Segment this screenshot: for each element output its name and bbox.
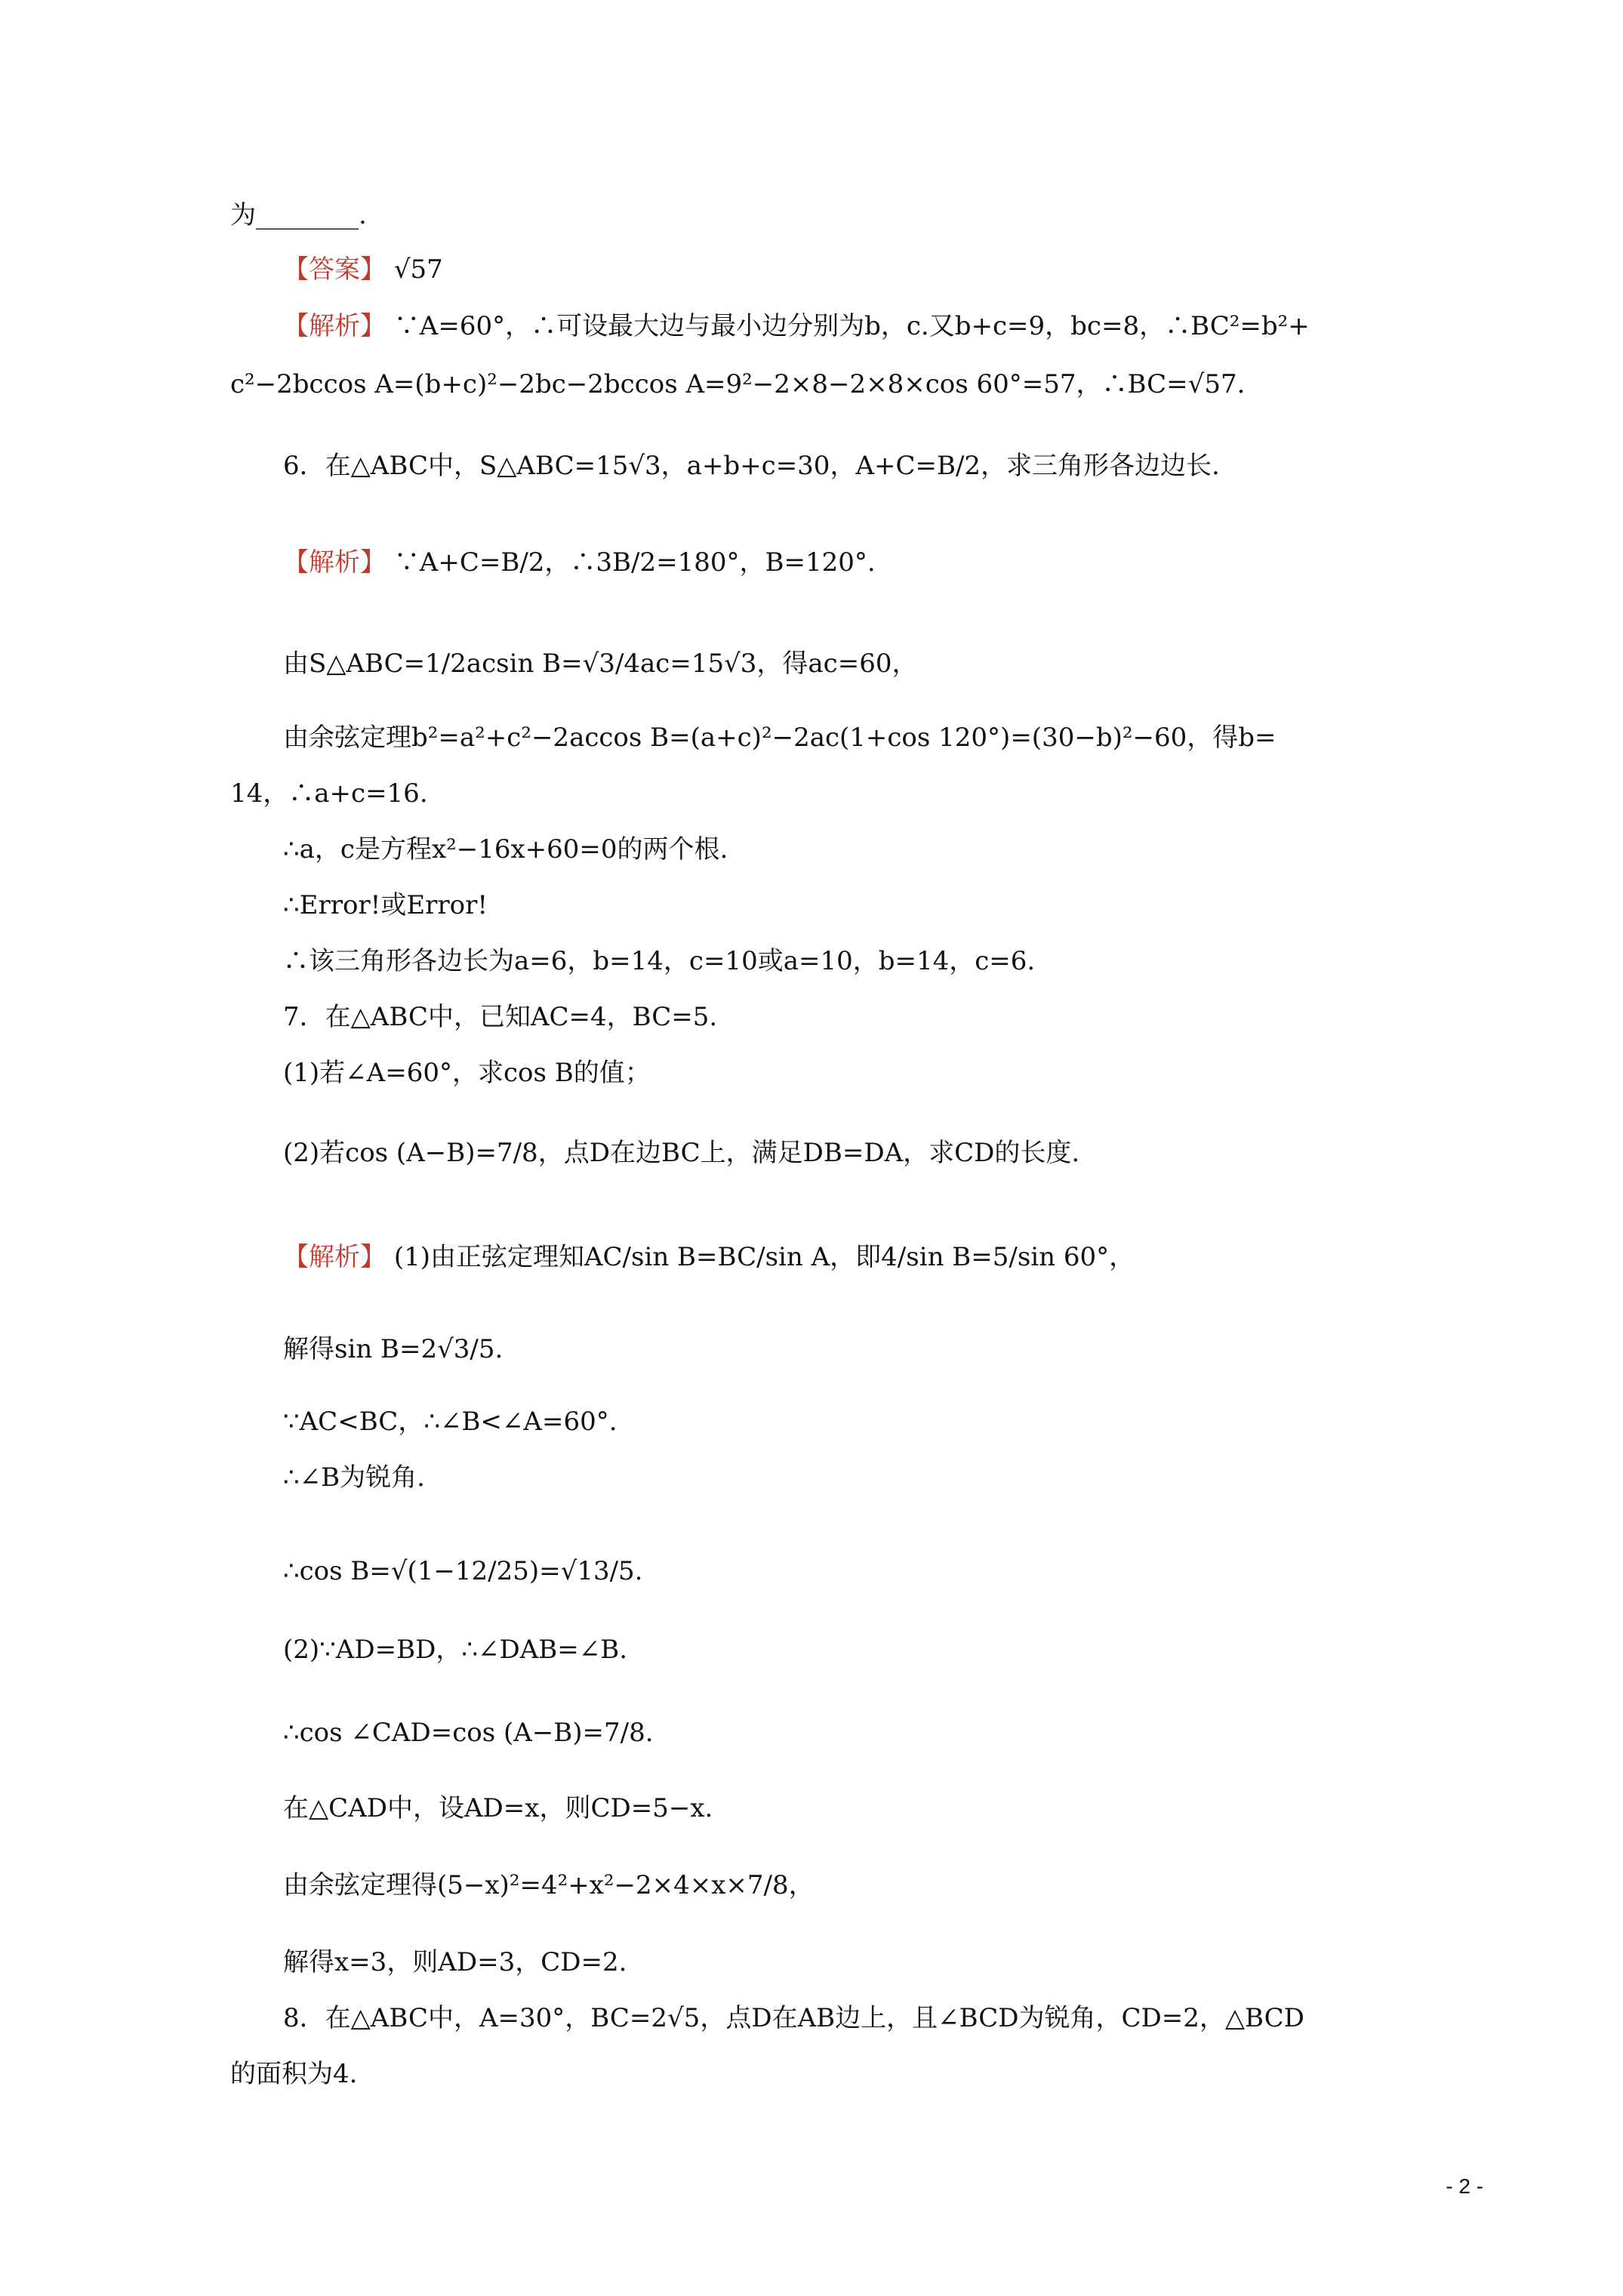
analysis-tag: 【解析】: [283, 547, 386, 578]
text-line-21: [283, 1720, 654, 1746]
text-line-26: [230, 2061, 357, 2087]
text-line-17: [283, 1409, 617, 1435]
line-text: 由余弦定理得(5−x)²=4²+x²−2×4×x×7/8，: [283, 1870, 815, 1900]
text-line-22: [283, 1795, 713, 1821]
line-text: ∴cos B=√(1−12/25)=√13/5.: [283, 1556, 643, 1586]
line-text: 的面积为4.: [230, 2059, 358, 2089]
text-line-24: [283, 1949, 627, 1975]
line-text: (1)由正弦定理知AC/sin B=BC/sin A，即4/sin B=5/sin 60°，: [393, 1242, 1135, 1272]
question-7-part-2: [283, 1140, 1079, 1166]
line-text: ∴∠B为锐角.: [283, 1462, 425, 1493]
line-text: ∵AC<BC，∴∠B<∠A=60°.: [283, 1407, 617, 1437]
text-line-8: [230, 778, 428, 809]
line-text: ∴该三角形各边长为a=6，b=14，c=10或a=10，b=14，c=6.: [283, 946, 1036, 976]
line-text: (1)若∠A=60°，求cos B的值；: [283, 1058, 651, 1088]
line-text: 14，∴a+c=16.: [230, 778, 428, 809]
line-text: ∴cos ∠CAD=cos (A−B)=7/8.: [283, 1718, 654, 1748]
text-line-7: [283, 723, 1277, 753]
line-text: 7．在△ABC中，已知AC=4，BC=5.: [283, 1002, 718, 1032]
text-line-11: [283, 948, 1035, 974]
line-text: ∵A=60°，∴可设最大边与最小边分别为b，c.又b+c=9，bc=8，∴BC²=b²+: [393, 311, 1310, 341]
analysis-tag: 【解析】: [283, 1242, 386, 1272]
question-8: [283, 2005, 1304, 2031]
text-line-0: [230, 202, 367, 228]
text-line-16: [283, 1336, 503, 1362]
text-line-3: [230, 371, 1245, 397]
line-text: ∴Error!或Error!: [283, 890, 488, 920]
text-line-20: [283, 1637, 627, 1663]
line-text: 8．在△ABC中，A=30°，BC=2√5，点D在AB边上，且∠BCD为锐角，CD=2，△BCD: [283, 2003, 1304, 2033]
answer-tag: 【答案】: [283, 254, 386, 285]
answer-line: [283, 254, 443, 285]
line-text: ∵A+C=B/2，∴3B/2=180°，B=120°.: [393, 547, 876, 578]
line-text: 解得sin B=2√3/5.: [283, 1334, 504, 1364]
analysis-tag: 【解析】: [283, 311, 386, 341]
line-text: 在△CAD中，设AD=x，则CD=5−x.: [283, 1793, 713, 1823]
line-text: 由余弦定理b²=a²+c²−2accos B=(a+c)²−2ac(1+cos 120°)=(30−b)²−60，得b=: [283, 723, 1277, 753]
line-text: 6．在△ABC中，S△ABC=15√3，a+b+c=30，A+C=B/2，求三角形各边边长.: [283, 451, 1220, 481]
question-6: [283, 453, 1220, 479]
answer-value: √57: [393, 254, 443, 285]
page-number: - 2 -: [1446, 2174, 1483, 2198]
text-line-6: [283, 649, 918, 679]
analysis-line-1: [283, 313, 1310, 339]
text-line-19: [283, 1558, 642, 1584]
line-text: 由S△ABC=1/2acsin B=√3/4ac=15√3，得ac=60，: [283, 649, 918, 679]
line-text: (2)∵AD=BD，∴∠DAB=∠B.: [283, 1635, 628, 1665]
text-line-9: [283, 834, 728, 864]
line-text: c²−2bccos A=(b+c)²−2bc−2bccos A=9²−2×8−2×8×cos 60°=57，∴BC=√57.: [230, 369, 1246, 399]
text-line-18: [283, 1462, 425, 1493]
question-7-part-1: [283, 1060, 651, 1086]
analysis-line-7: [283, 1244, 1135, 1270]
text-line-10: [283, 892, 488, 918]
analysis-line-6: [283, 547, 876, 578]
line-text: ∴a，c是方程x²−16x+60=0的两个根.: [283, 834, 728, 864]
line-text: 解得x=3，则AD=3，CD=2.: [283, 1947, 627, 1977]
question-7: [283, 1004, 717, 1030]
text-line-23: [283, 1872, 815, 1898]
line-text: (2)若cos (A−B)=7/8，点D在边BC上，满足DB=DA，求CD的长度.: [283, 1138, 1080, 1168]
line-text: 为________.: [230, 200, 367, 230]
